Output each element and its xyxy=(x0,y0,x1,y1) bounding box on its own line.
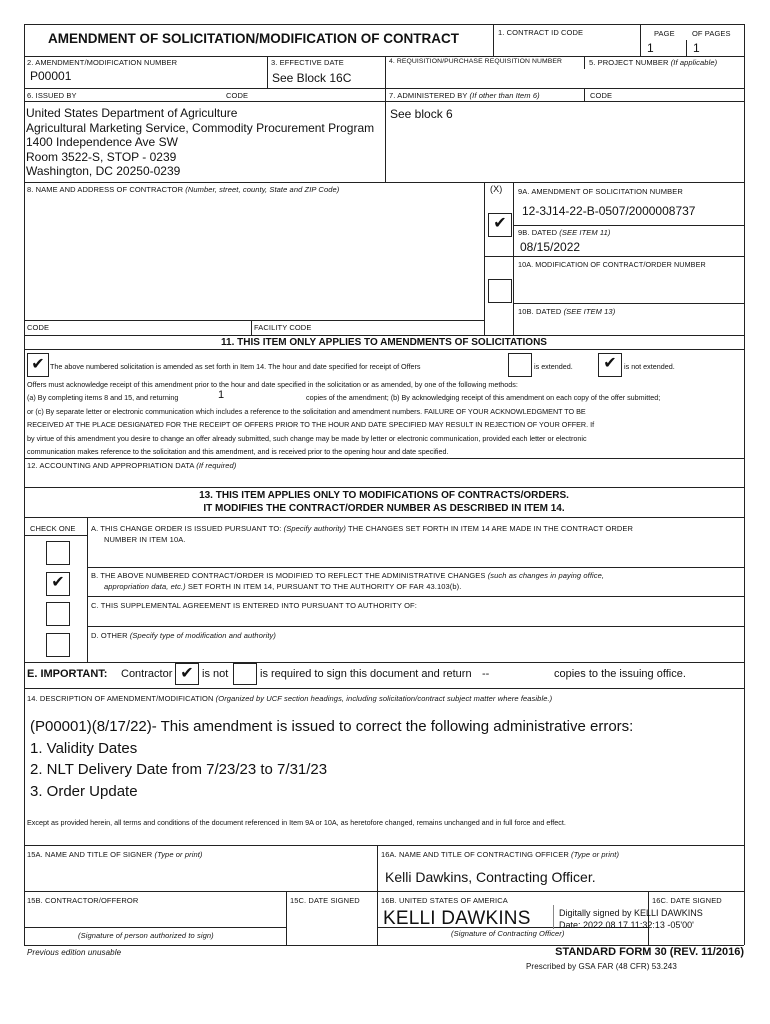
effective-date-label: 3. EFFECTIVE DATE xyxy=(271,58,344,67)
digital-signature-line-1: Digitally signed by KELLI DAWKINS xyxy=(559,908,703,918)
contractor-offeror-label: 15B. CONTRACTOR/OFFEROR xyxy=(27,896,139,905)
check-9-box[interactable]: ✔ xyxy=(488,213,512,237)
officer-name-value: Kelli Dawkins, Contracting Officer. xyxy=(385,869,596,885)
description-line: 3. Order Update xyxy=(30,782,138,800)
option-b-text-2: appropriation data, etc.) SET FORTH IN ITEM 14, PURSUANT TO THE AUTHORITY OF FAR 43.103(b). xyxy=(104,582,462,591)
officer-date-signed-label: 16C. DATE SIGNED xyxy=(652,896,722,905)
dated-10b-label: 10B. DATED (SEE ITEM 13) xyxy=(518,307,616,316)
description-line: (P00001)(8/17/22)- This amendment is issued to correct the following administrative errors: xyxy=(30,718,634,735)
is-required-label: is required to sign this document and return xyxy=(260,668,472,680)
section-11-line-5: RECEIVED AT THE PLACE DESIGNATED FOR THE RECEIPT OF OFFERS PRIOR TO THE HOUR AND DATE SPECIFIED MAY RESULT IN REJECTION OF YOUR OFFER. If xyxy=(27,420,595,429)
section-11-line-4: or (c) By separate letter or electronic communication which includes a reference to the solicitation and amendment numbers. FAILURE OF YOUR ACKNOWLEDGMENT TO BE xyxy=(27,407,586,416)
form-number: STANDARD FORM 30 (REV. 11/2016) xyxy=(555,946,744,958)
copies-count: 1 xyxy=(218,389,225,401)
option-a-text-1: A. THIS CHANGE ORDER IS ISSUED PURSUANT TO: (Specify authority) THE CHANGES SET FORTH IN ITEM 14 ARE MADE IN THE CONTRACT ORDER xyxy=(91,524,633,533)
project-number-label: 5. PROJECT NUMBER (If applicable) xyxy=(589,58,718,67)
is-not-label: is not xyxy=(202,668,229,680)
officer-signature: KELLI DAWKINS xyxy=(383,908,531,929)
facility-code-label: FACILITY CODE xyxy=(254,323,312,332)
of-pages-label: OF PAGES xyxy=(692,29,731,38)
extended-label: is extended. xyxy=(534,362,573,371)
section-11-line-3b: copies of the amendment; (b) By acknowledging receipt of this amendment on each copy of the offer submitted; xyxy=(306,393,661,402)
requisition-number-label: 4. REQUISITION/PURCHASE REQUISITION NUMBER xyxy=(389,58,563,65)
section-11-line-3a: (a) By completing items 8 and 15, and returning xyxy=(27,393,179,402)
check-10-box[interactable] xyxy=(488,279,512,303)
except-text: Except as provided herein, all terms and conditions of the document referenced in Item 9A or 10A, as heretofore changed, remains unchanged and in full force and effect. xyxy=(27,818,566,827)
option-a-text-2: NUMBER IN ITEM 10A. xyxy=(104,535,186,544)
option-d-text: D. OTHER (Specify type of modification and authority) xyxy=(91,631,276,640)
usa-label: 16B. UNITED STATES OF AMERICA xyxy=(381,896,508,905)
contract-id-label: 1. CONTRACT ID CODE xyxy=(498,28,584,37)
contractor-label: 8. NAME AND ADDRESS OF CONTRACTOR (Number, street, county, State and ZIP Code) xyxy=(27,185,340,194)
extended-check[interactable] xyxy=(508,353,532,377)
section-11-line-7: communication makes reference to the solicitation and this amendment, and is received prior to the opening hour and date specified. xyxy=(27,447,449,456)
issued-by-address: United States Department of Agriculture Agricultural Marketing Service, Commodity Procurement Program 1400 Independence Ave SW Room 3522-S, STOP - 0239 Washington, DC 20250-0239 xyxy=(26,106,375,178)
solicitation-amended-check[interactable]: ✔ xyxy=(27,353,49,377)
page-number: 1 xyxy=(647,41,654,55)
description-line: 1. Validity Dates xyxy=(30,739,138,757)
section-11-heading: 11. THIS ITEM ONLY APPLIES TO AMENDMENTS OF SOLICITATIONS xyxy=(221,337,547,348)
not-extended-check[interactable]: ✔ xyxy=(598,353,622,377)
not-extended-label: is not extended. xyxy=(624,362,675,371)
is-required-check[interactable] xyxy=(233,663,257,685)
important-contractor: Contractor xyxy=(121,668,173,680)
option-d-check[interactable] xyxy=(46,633,70,657)
option-c-check[interactable] xyxy=(46,602,70,626)
issued-by-label: 6. ISSUED BY xyxy=(27,91,77,100)
section-11-line-1: The above numbered solicitation is amended as set forth in Item 14. The hour and date specified for receipt of Offers xyxy=(50,362,421,371)
contractor-signature-caption: (Signature of person authorized to sign) xyxy=(78,931,214,940)
administered-by-label: 7. ADMINISTERED BY (If other than Item 6) xyxy=(389,91,540,100)
x-column-label: (X) xyxy=(490,184,503,194)
page-label: PAGE xyxy=(654,29,675,38)
section-14-label: 14. DESCRIPTION OF AMENDMENT/MODIFICATION (Organized by UCF section headings, including solicitation/contract subject matter where feasible.) xyxy=(27,694,553,703)
prescribed-by: Prescribed by GSA FAR (48 CFR) 53.243 xyxy=(526,962,677,971)
of-pages-number: 1 xyxy=(693,41,700,55)
description-line: 2. NLT Delivery Date from 7/23/23 to 7/31/23 xyxy=(30,761,328,778)
contractor-date-signed-label: 15C. DATE SIGNED xyxy=(290,896,360,905)
effective-date-value: See Block 16C xyxy=(272,71,352,85)
return-copies-tail: copies to the issuing office. xyxy=(554,668,686,680)
administered-by-value: See block 6 xyxy=(390,107,453,121)
signer-name-label: 15A. NAME AND TITLE OF SIGNER (Type or print) xyxy=(27,850,203,859)
amendment-solicitation-value: 12-3J14-22-B-0507/2000008737 xyxy=(522,204,696,218)
section-13-heading-1: 13. THIS ITEM APPLIES ONLY TO MODIFICATIONS OF CONTRACTS/ORDERS. xyxy=(199,490,569,501)
form-title: AMENDMENT OF SOLICITATION/MODIFICATION OF CONTRACT xyxy=(48,31,459,46)
previous-edition-note: Previous edition unusable xyxy=(27,948,122,957)
issued-code-label: CODE xyxy=(226,91,249,100)
amendment-number-value: P00001 xyxy=(30,69,72,83)
modification-number-label: 10A. MODIFICATION OF CONTRACT/ORDER NUMBER xyxy=(518,260,706,269)
accounting-label: 12. ACCOUNTING AND APPROPRIATION DATA (If required) xyxy=(27,461,237,470)
section-11-line-2: Offers must acknowledge receipt of this amendment prior to the hour and date specified in the solicitation or as amended, by one of the following methods: xyxy=(27,380,518,389)
amendment-number-label: 2. AMENDMENT/MODIFICATION NUMBER xyxy=(27,58,178,67)
officer-name-label: 16A. NAME AND TITLE OF CONTRACTING OFFICER (Type or print) xyxy=(381,850,620,859)
digital-signature-line-2: Date: 2022.08.17 11:32:13 -05'00' xyxy=(559,920,694,930)
dated-9b-value: 08/15/2022 xyxy=(520,240,581,254)
check-one-label: CHECK ONE xyxy=(30,524,76,533)
option-c-text: C. THIS SUPPLEMENTAL AGREEMENT IS ENTERED INTO PURSUANT TO AUTHORITY OF: xyxy=(91,601,417,610)
officer-signature-caption: (Signature of Contracting Officer) xyxy=(451,929,565,938)
contractor-code-label: CODE xyxy=(27,323,50,332)
amendment-solicitation-label: 9A. AMENDMENT OF SOLICITATION NUMBER xyxy=(518,187,683,196)
section-14-description xyxy=(30,716,633,802)
section-11-line-6: by virtue of this amendment you desire to change an offer already submitted, such change may be made by letter or electronic communication, provided each letter or electronic xyxy=(27,434,587,443)
option-b-text-1: B. THE ABOVE NUMBERED CONTRACT/ORDER IS MODIFIED TO REFLECT THE ADMINISTRATIVE CHANGES (such as changes in paying office, xyxy=(91,571,605,580)
administered-code-label: CODE xyxy=(590,91,613,100)
section-13-heading-2: IT MODIFIES THE CONTRACT/ORDER NUMBER AS DESCRIBED IN ITEM 14. xyxy=(203,503,565,514)
option-a-check[interactable] xyxy=(46,541,70,565)
is-not-check[interactable]: ✔ xyxy=(175,663,199,685)
return-copies-value: -- xyxy=(482,668,490,680)
important-label: E. IMPORTANT: xyxy=(27,668,108,680)
dated-9b-label: 9B. DATED (SEE ITEM 11) xyxy=(518,228,611,237)
option-b-check[interactable]: ✔ xyxy=(46,572,70,596)
